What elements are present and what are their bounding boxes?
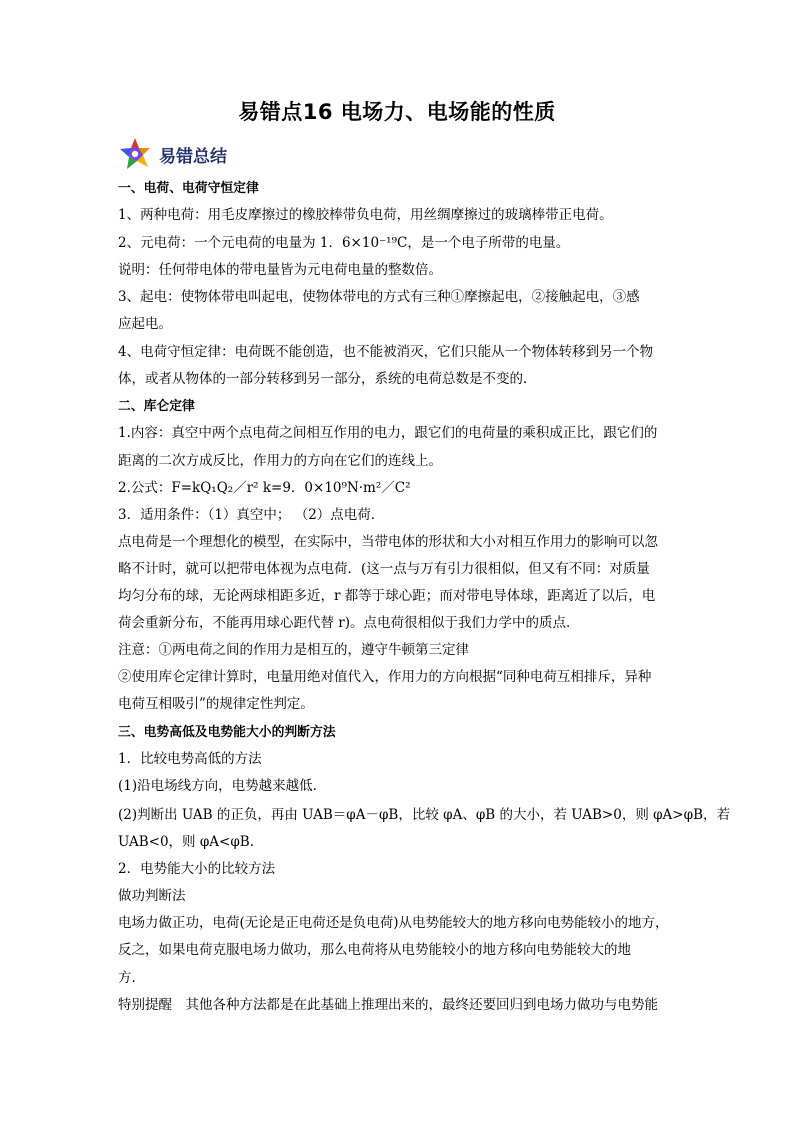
text-line: 应起电。 (118, 316, 172, 332)
text-line: 2、元电荷：一个元电荷的电量为 1．6×10⁻¹⁹C，是一个电子所带的电量。 (118, 235, 570, 251)
text-line: 反之，如果电荷克服电场力做功，那么电荷将从电势能较小的地方移向电势能较大的地 (118, 942, 631, 958)
heading-coulomb: 二、库仑定律 (118, 399, 195, 414)
text-line: 1．比较电势高低的方法 (118, 751, 262, 767)
text-line: 1、两种电荷：用毛皮摩擦过的橡胶棒带负电荷，用丝绸摩擦过的玻璃棒带正电荷。 (118, 207, 613, 223)
text-line: 略不计时，就可以把带电体视为点电荷．(这一点与万有引力很相似，但又有不同：对质量 (118, 561, 650, 577)
section-badge (117, 136, 227, 172)
text-line: (2)判断出 UAB 的正负，再由 UAB＝φA－φB，比较 φA、φB 的大小，若 UAB>0，则 φA>φB，若 (118, 807, 730, 823)
section-label: 易错总结 (159, 146, 227, 167)
text-line: 电场力做正功，电荷(无论是正电荷还是负电荷)从电势能较大的地方移向电势能较小的地方， (118, 915, 669, 931)
formula-line: 2.公式：F=kQ₁Q₂／r² k=9．0×10⁹N·m²／C² (118, 480, 411, 496)
text-line: 均匀分布的球，无论两球相距多近，r 都等于球心距；而对带电导体球，距离近了以后，电 (118, 588, 656, 604)
heading-charge: 一、电荷、电荷守恒定律 (118, 181, 259, 196)
text-line: 3、起电：使物体带电叫起电，使物体带电的方式有三种①摩擦起电，②接触起电，③感 (118, 289, 640, 305)
text-line: UAB<0，则 φA<φB. (118, 834, 255, 850)
text-line: 电荷互相吸引”的规律定性判定。 (118, 696, 314, 712)
text-line: 距离的二次方成反比，作用力的方向在它们的连线上。 (118, 453, 442, 469)
text-line: 做功判断法 (118, 888, 186, 904)
text-line: 体，或者从物体的一部分转移到另一部分，系统的电荷总数是不变的． (118, 371, 537, 387)
text-line: 方． (118, 970, 145, 986)
text-line: 荷会重新分布，不能再用球心距代替 r)。点电荷很相似于我们力学中的质点． (118, 615, 580, 631)
text-line: (1)沿电场线方向，电势越来越低． (118, 778, 327, 794)
note-line: ②使用库仑定律计算时，电量用绝对值代入，作用力的方向根据“同种电荷互相排斥，异种 (118, 669, 652, 685)
note-line: 注意：①两电荷之间的作用力是相互的，遵守牛顿第三定律 (118, 642, 469, 658)
text-line: 3．适用条件：（1）真空中； （2）点电荷． (118, 507, 385, 523)
text-line: 2．电势能大小的比较方法 (118, 861, 276, 877)
text-line: 4、电荷守恒定律：电荷既不能创造，也不能被消灭，它们只能从一个物体转移到另一个物 (118, 344, 654, 360)
heading-potential: 三、电势高低及电势能大小的判断方法 (118, 725, 336, 740)
tip-line: 特别提醒 其他各种方法都是在此基础上推理出来的，最终还要回归到电场力做功与电势能 (118, 997, 658, 1013)
text-line: 1.内容：真空中两个点电荷之间相互作用的电力，跟它们的电荷量的乘积成正比，跟它们的 (118, 425, 658, 441)
star-logo-icon (117, 136, 153, 172)
text-line: 说明：任何带电体的带电量皆为元电荷电量的整数倍。 (118, 262, 442, 278)
text-line: 点电荷是一个理想化的模型，在实际中，当带电体的形状和大小对相互作用力的影响可以忽 (118, 534, 658, 550)
page-title: 易错点16 电场力、电场能的性质 (238, 100, 556, 124)
